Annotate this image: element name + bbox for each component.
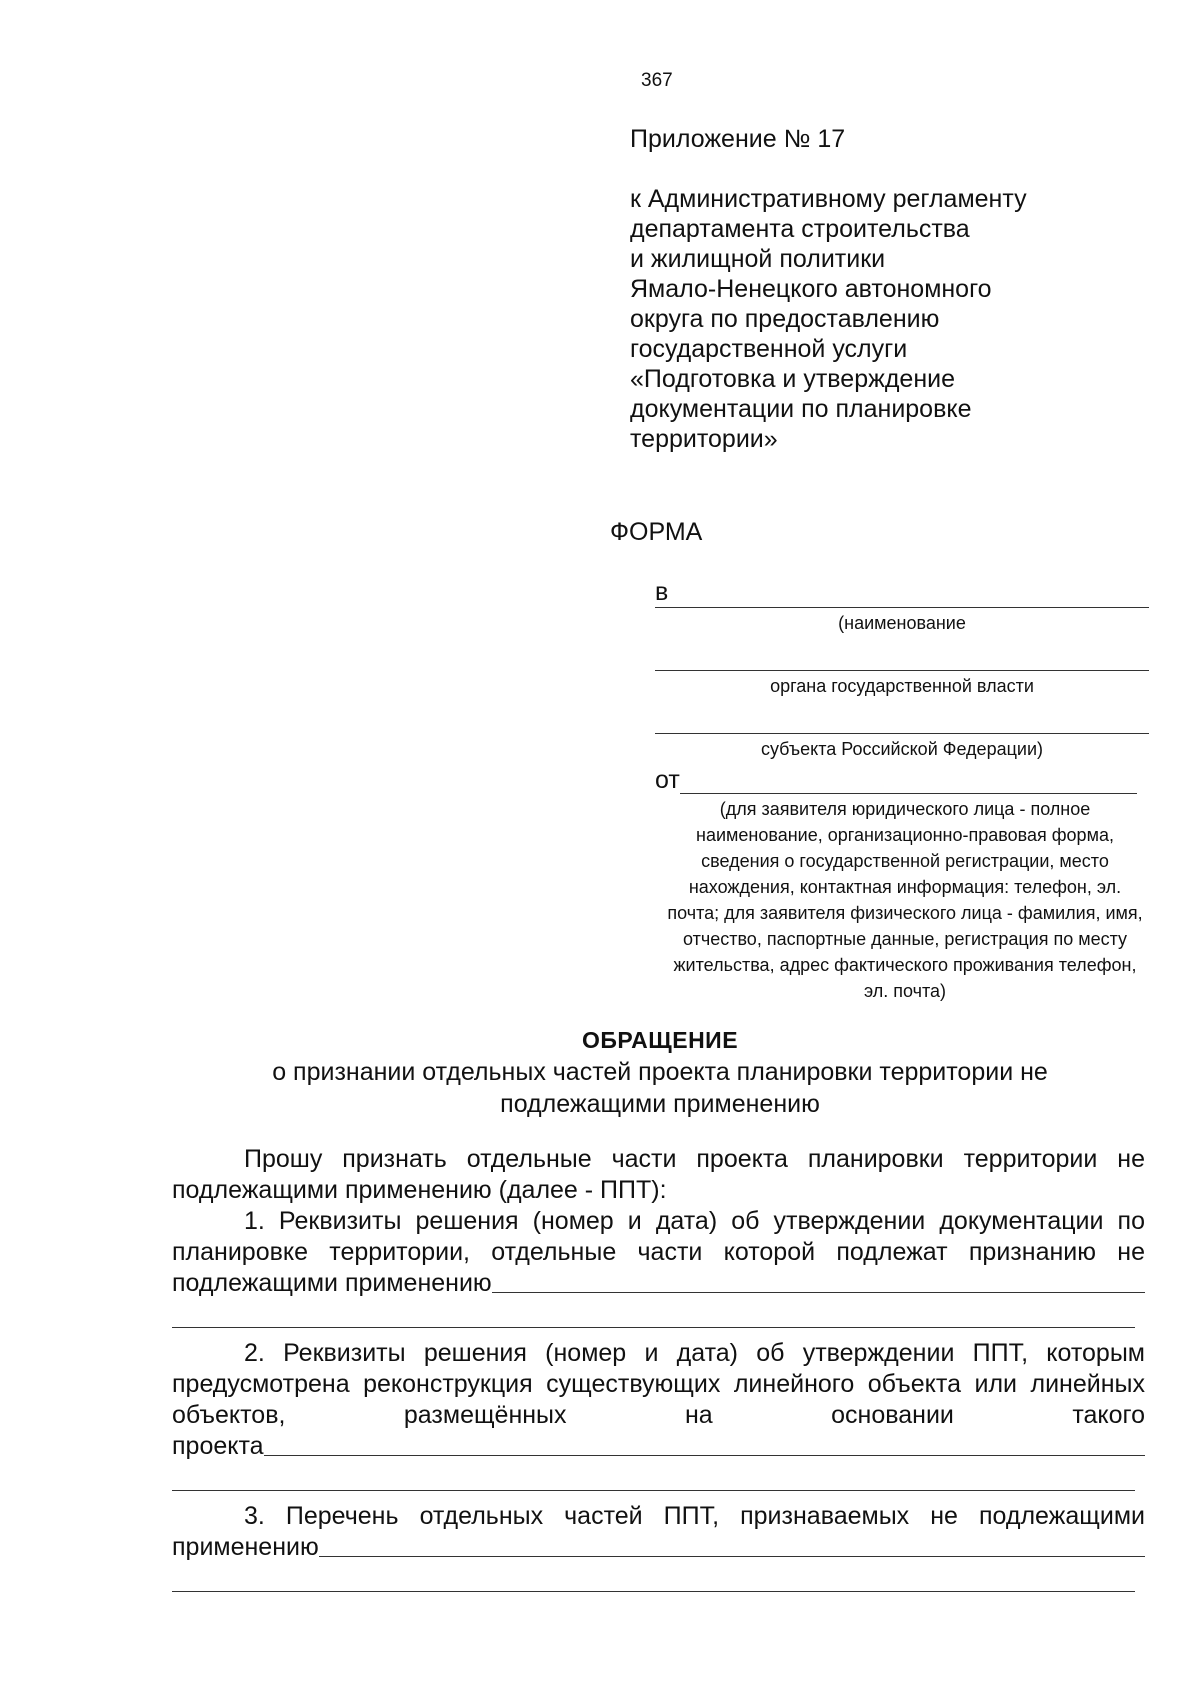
item-2-field[interactable]	[264, 1431, 1145, 1456]
item-3-text: 3. Перечень отдельных частей ППТ, признаваемых не подлежащими	[244, 1502, 1145, 1530]
appendix-line: территории»	[630, 425, 778, 453]
appendix-line: Ямало-Ненецкого автономного	[630, 275, 992, 303]
item-1-field[interactable]	[492, 1268, 1145, 1293]
subject-field[interactable]	[655, 701, 1149, 734]
document-heading	[170, 1024, 1150, 1120]
addressee-block	[655, 575, 1149, 1004]
document-subtitle-line: подлежащими применению	[500, 1090, 820, 1118]
appendix-line: к Административному регламенту	[630, 185, 1027, 213]
document-subtitle-line: о признании отдельных частей проекта планировки территории не	[272, 1058, 1048, 1086]
appendix-line: документации по планировке	[630, 395, 972, 423]
item-1-fill-row	[172, 1268, 1145, 1299]
item-1-extra-line[interactable]	[172, 1301, 1135, 1328]
document-body	[172, 1144, 1145, 1602]
item-1-text: 1. Реквизиты решения (номер и дата) об утверждении документации по планировке территории, отдельные части которой подлежат признанию не	[172, 1207, 1145, 1266]
form-label: ФОРМА	[610, 518, 703, 546]
item-2-tail: проекта	[172, 1432, 264, 1460]
appendix-block	[630, 124, 1090, 454]
appendix-line: «Подготовка и утверждение	[630, 365, 955, 393]
addressee-caption-authority: органа государственной власти	[770, 676, 1034, 696]
item-2-fill-row	[172, 1431, 1145, 1462]
from-caption: (для заявителя юридического лица - полное наименование, организационно-правовая форма, сведения о государственной регистрации, место нахождения, контактная информация: телефон, эл. почта; для заявителя физического лица - фамилия, имя, отчество, паспортные данные, регистрация по месту жительства, адрес фактического проживания телефон, эл. почта)	[667, 799, 1143, 1001]
addressee-caption-name: (наименование	[838, 613, 966, 633]
from-label: от	[655, 766, 680, 794]
page-number: 367	[641, 70, 673, 91]
appendix-title: Приложение № 17	[630, 125, 846, 153]
appendix-text	[630, 184, 1090, 454]
item-2-text: 2. Реквизиты решения (номер и дата) об утверждении ППТ, которым предусмотрена реконструкция существующих линейного объекта или линейных объектов, размещённых на основании такого	[172, 1339, 1145, 1429]
to-label: в	[655, 578, 669, 606]
item-1-tail: подлежащими применению	[172, 1269, 492, 1297]
appendix-line: округа по предоставлению	[630, 305, 940, 333]
authority-field[interactable]	[655, 638, 1149, 671]
appendix-line: и жилищной политики	[630, 245, 886, 273]
item-3-field[interactable]	[319, 1532, 1145, 1557]
from-field[interactable]	[680, 769, 1137, 794]
document-title: ОБРАЩЕНИЕ	[581, 1027, 739, 1053]
appendix-line: государственной услуги	[630, 335, 908, 363]
item-2-extra-line[interactable]	[172, 1464, 1135, 1491]
item-3-fill-row	[172, 1532, 1145, 1563]
from-field-row	[655, 764, 1149, 794]
item-3-tail: применению	[172, 1533, 319, 1561]
intro-paragraph: Прошу признать отдельные части проекта планировки территории не подлежащими применению (далее - ППТ):	[172, 1145, 1145, 1204]
appendix-line: департамента строительства	[630, 215, 970, 243]
to-field[interactable]	[655, 575, 1149, 608]
item-3-extra-line[interactable]	[172, 1565, 1135, 1592]
addressee-caption-subject: субъекта Российской Федерации)	[760, 739, 1044, 759]
